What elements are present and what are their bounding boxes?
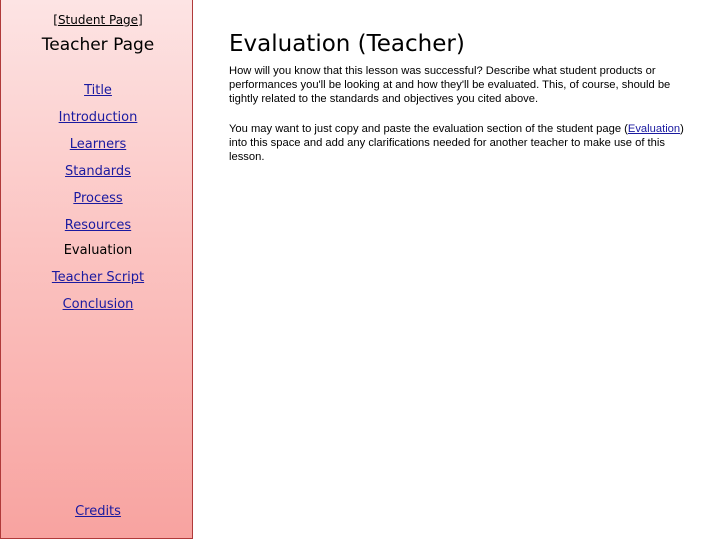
bracket-open: [ [53, 13, 58, 27]
nav-current-evaluation: Evaluation [63, 243, 133, 258]
evaluation-inline-link[interactable]: Evaluation [627, 123, 681, 135]
nav-link-process[interactable]: Process [73, 191, 123, 206]
student-page-link[interactable]: Student Page [57, 13, 139, 27]
nav-link-teacher-script[interactable]: Teacher Script [51, 270, 145, 285]
nav-link-conclusion[interactable]: Conclusion [62, 297, 134, 312]
page-title: Evaluation (Teacher) [229, 31, 465, 57]
nav-link-standards[interactable]: Standards [65, 164, 131, 179]
nav-link-credits[interactable]: Credits [75, 504, 121, 519]
evaluation-paragraph-1: How will you know that this lesson was successful? Describe what student products or performances you'll be looking at and how they'll be evaluated. This, of course, should be tightly related to the standards and objectives you cited above. [229, 65, 671, 105]
nav-link-introduction[interactable]: Introduction [58, 110, 138, 125]
student-page-link-wrapper [0, 13, 196, 27]
nav-link-resources[interactable]: Resources [64, 218, 132, 233]
nav-link-learners[interactable]: Learners [69, 137, 127, 152]
evaluation-paragraph-2 [229, 122, 689, 164]
nav-link-title[interactable]: Title [84, 83, 112, 98]
bracket-close: ] [138, 13, 143, 27]
paragraph-2-text-after: ) into this space and add any clarifications needed for another teacher to make use of this lesson. [229, 123, 684, 163]
sidebar-title: Teacher Page [41, 35, 155, 55]
paragraph-2-text-before: You may want to just copy and paste the evaluation section of the student page ( [229, 123, 628, 135]
